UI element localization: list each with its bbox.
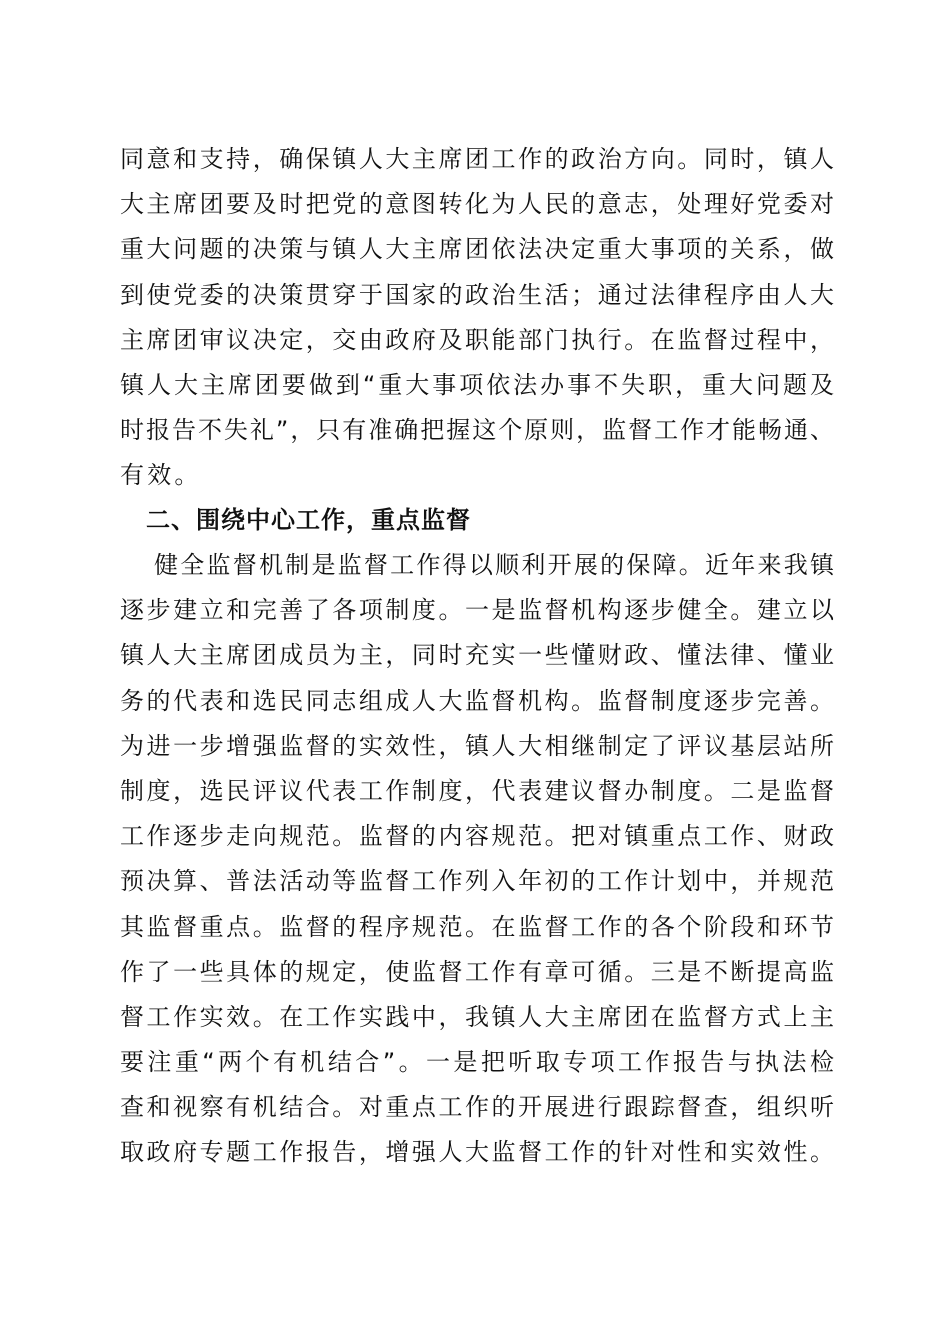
paragraph-line: 其监督重点。监督的程序规范。在监督工作的各个阶段和环节: [120, 912, 834, 941]
paragraph-line: 到使党委的决策贯穿于国家的政治生活；通过法律程序由人大: [120, 280, 834, 309]
paragraph-line: 大主席团要及时把党的意图转化为人民的意志，处理好党委对: [120, 190, 834, 219]
paragraph-line: 取政府专题工作报告，增强人大监督工作的针对性和实效性。: [120, 1138, 834, 1167]
paragraph-line: 为进一步增强监督的实效性，镇人大相继制定了评议基层站所: [120, 731, 834, 760]
paragraph-line: 逐步建立和完善了各项制度。一是监督机构逐步健全。建立以: [120, 596, 834, 625]
paragraph-line: 重大问题的决策与镇人大主席团依法决定重大事项的关系，做: [120, 235, 834, 264]
paragraph-line: 制度，选民评议代表工作制度，代表建议督办制度。二是监督: [120, 776, 834, 805]
paragraph-line: 健全监督机制是监督工作得以顺利开展的保障。近年来我镇: [154, 551, 834, 579]
main-paragraph: [120, 543, 834, 1176]
paragraph-line: 要注重“两个有机结合”。一是把听取专项工作报告与执法检: [120, 1048, 834, 1077]
paragraph-line: 预决算、普法活动等监督工作列入年初的工作计划中，并规范: [120, 867, 834, 896]
paragraph-line: 工作逐步走向规范。监督的内容规范。把对镇重点工作、财政: [120, 822, 834, 851]
paragraph-line: 时报告不失礼”，只有准确把握这个原则，监督工作才能畅通、: [120, 416, 834, 445]
paragraph-line: 有效。: [120, 461, 202, 490]
paragraph-line: 同意和支持，确保镇人大主席团工作的政治方向。同时，镇人: [120, 145, 834, 173]
continued-paragraph: [120, 137, 834, 499]
paragraph-line: 主席团审议决定，交由政府及职能部门执行。在监督过程中，: [120, 325, 834, 354]
section-heading: 二、围绕中心工作，重点监督: [146, 507, 471, 534]
paragraph-line: 查和视察有机结合。对重点工作的开展进行跟踪督查，组织听: [120, 1093, 834, 1122]
paragraph-line: 镇人大主席团要做到“重大事项依法办事不失职，重大问题及: [120, 370, 834, 399]
paragraph-line: 镇人大主席团成员为主，同时充实一些懂财政、懂法律、懂业: [120, 641, 834, 670]
paragraph-line: 督工作实效。在工作实践中，我镇人大主席团在监督方式上主: [120, 1002, 834, 1031]
section-heading-block: [120, 498, 834, 543]
paragraph-line: 务的代表和选民同志组成人大监督机构。监督制度逐步完善。: [120, 686, 834, 715]
paragraph-line: 作了一些具体的规定，使监督工作有章可循。三是不断提高监: [120, 957, 834, 986]
